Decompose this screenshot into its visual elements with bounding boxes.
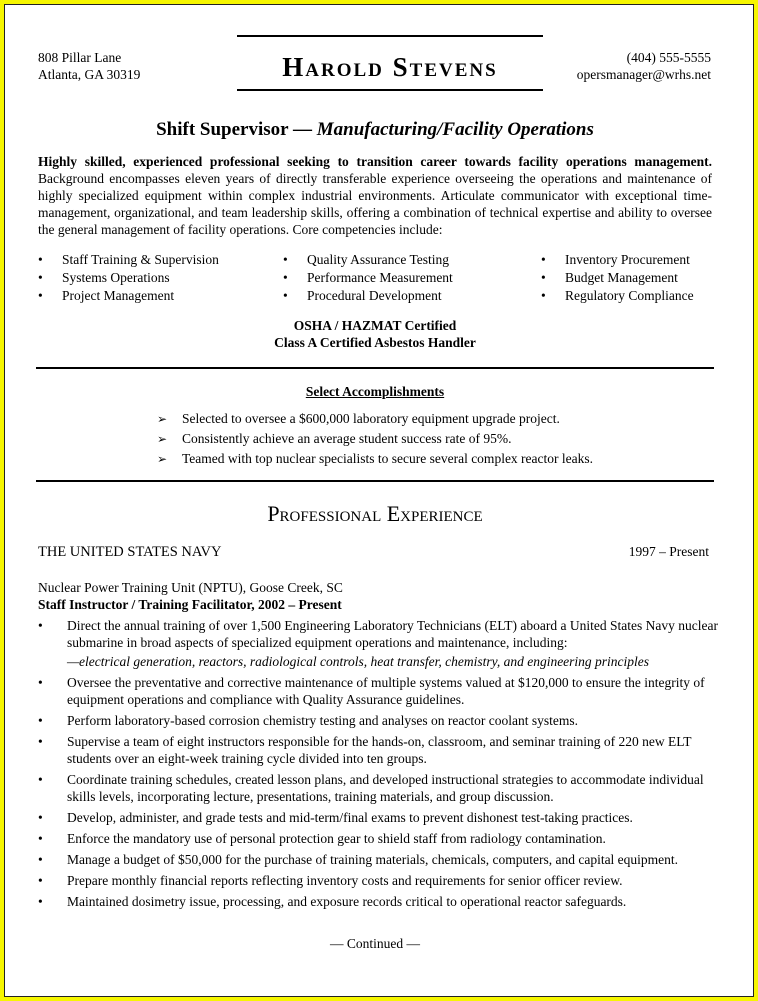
accomplishment-item: ➢ Consistently achieve an average student success rate of 95%. — [157, 429, 593, 449]
duty-item: • Manage a budget of $50,000 for the purchase of training materials, chemicals, computers, and capital equipment. — [38, 851, 728, 868]
employment-dates: 1997 – Present — [628, 544, 709, 559]
competency-item: • Regulatory Compliance — [541, 287, 694, 305]
duty-item: • Prepare monthly financial reports reflecting inventory costs and requirements for senior officer review. — [38, 872, 728, 889]
title-field: Manufacturing/Facility Operations — [316, 119, 594, 140]
accomplishments-heading: Select Accomplishments — [305, 384, 445, 399]
address-line-1: 808 Pillar Lane — [38, 50, 122, 65]
resume-title — [5, 119, 745, 141]
duty-item — [38, 617, 728, 670]
competency-item: • Staff Training & Supervision — [38, 251, 219, 269]
duties-list — [38, 617, 728, 914]
competency-column-2 — [283, 251, 453, 305]
certification-item: OSHA / HAZMAT Certified — [293, 318, 457, 333]
competency-column-3 — [541, 251, 694, 305]
resume-page — [4, 4, 754, 997]
accomplishments-list — [157, 409, 593, 469]
employer-name: THE UNITED STATES NAVY — [38, 544, 222, 560]
duty-item: • Coordinate training schedules, created lesson plans, and developed instructional strategies to accommodate individual skills levels, incorporating lecture, presentations, training materials, and group discussion. — [38, 771, 728, 805]
duty-item: • Enforce the mandatory use of personal protection gear to shield staff from radiology contamination. — [38, 830, 728, 847]
competency-item: • Quality Assurance Testing — [283, 251, 453, 269]
candidate-name: Harold Stevens — [282, 52, 498, 82]
competency-item: • Systems Operations — [38, 269, 219, 287]
duty-item: • Maintained dosimetry issue, processing, and exposure records critical to operational reactor safeguards. — [38, 893, 728, 910]
email-address: opersmanager@wrhs.net — [576, 67, 711, 82]
competency-item: • Procedural Development — [283, 287, 453, 305]
duty-item: • Oversee the preventative and corrective maintenance of multiple systems valued at $120,000 to ensure the integrity of equipment operations and compliance with Quality Assurance guidelines. — [38, 674, 728, 708]
contact-phone-email — [577, 49, 711, 83]
summary-body: Background encompasses eleven years of directly transferable experience overseeing the operations and maintenance of highly specialized equipment within complex industrial environments. Articulate communicator with exceptional time-management, organizational, and team leadership skills, offering a combination of technical expertise and ability to oversee the general management of facility operations. Core competencies include: — [38, 171, 712, 237]
section-divider — [36, 480, 714, 482]
job-role: Staff Instructor / Training Facilitator, 2002 – Present — [38, 597, 342, 612]
competency-item: • Inventory Procurement — [541, 251, 694, 269]
phone-number: (404) 555-5555 — [626, 50, 711, 65]
duty-item: • Supervise a team of eight instructors responsible for the hands-on, classroom, and seminar training of 220 new ELT students over an eight-week training cycle divided into ten groups. — [38, 733, 728, 767]
address-line-2: Atlanta, GA 30319 — [38, 67, 141, 82]
unit-location: Nuclear Power Training Unit (NPTU), Goose Creek, SC — [38, 580, 343, 595]
certification-item: Class A Certified Asbestos Handler — [274, 335, 476, 350]
continued-marker: — Continued — — [330, 936, 420, 951]
duty-subtopics: —electrical generation, reactors, radiological controls, heat transfer, chemistry, and engineering principles — [67, 654, 650, 669]
duty-item: • Perform laboratory-based corrosion chemistry testing and analyses on reactor coolant systems. — [38, 712, 728, 729]
profile-summary — [38, 153, 712, 238]
title-dash: — — [288, 119, 317, 140]
contact-address — [38, 49, 140, 83]
competency-column-1 — [38, 251, 219, 305]
accomplishment-item: ➢ Selected to oversee a $600,000 laboratory equipment upgrade project. — [157, 409, 593, 429]
certifications — [5, 317, 745, 351]
duty-item: • Develop, administer, and grade tests and mid-term/final exams to prevent dishonest test-taking practices. — [38, 809, 728, 826]
summary-lead: Highly skilled, experienced professional seeking to transition career towards facility operations management. — [38, 154, 712, 169]
competency-item: • Budget Management — [541, 269, 694, 287]
competency-item: • Performance Measurement — [283, 269, 453, 287]
competency-item: • Project Management — [38, 287, 219, 305]
duty-text: Direct the annual training of over 1,500 Engineering Laboratory Technicians (ELT) aboard a United States Navy nuclear submarine in broad aspects of specialized equipment operations and maintenance, including: — [67, 618, 718, 650]
title-role: Shift Supervisor — [156, 119, 289, 140]
accomplishment-item: ➢ Teamed with top nuclear specialists to secure several complex reactor leaks. — [157, 449, 593, 469]
name-banner — [237, 35, 543, 91]
section-divider — [36, 367, 714, 369]
experience-heading: Professional Experience — [267, 501, 483, 526]
